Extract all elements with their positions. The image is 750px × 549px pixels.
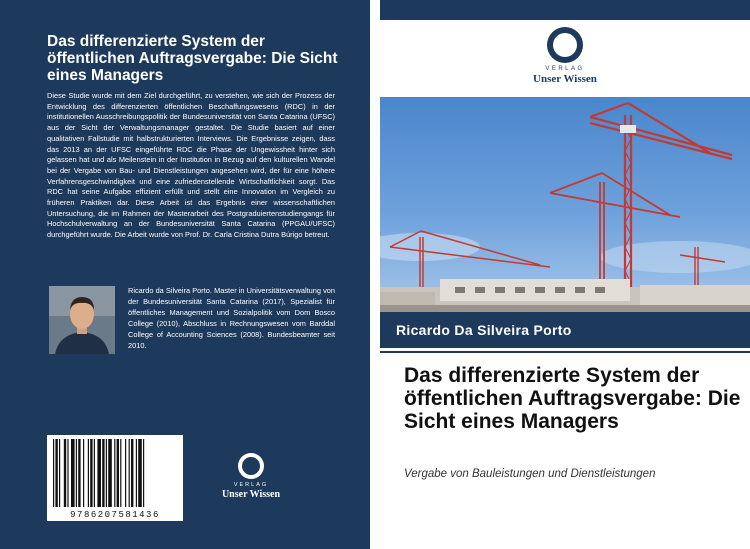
barcode-bar: [83, 439, 84, 507]
front-cover-subtitle: Vergabe von Bauleistungen und Dienstleistungen: [404, 468, 656, 480]
spine-gap: [370, 0, 380, 549]
back-cover-title: Das differenzierte System der öffentlichen Auftragsvergabe: Die Sicht eines Managers: [47, 33, 338, 84]
author-bio: Ricardo da Silveira Porto. Master in Universitätsverwaltung von der Bundesuniversität Santa Catarina (2017), Spezialist für öffentliches Management und Sozialpolitik vom Dom Bosco College (2010), Abschluss in Rechnungswesen vom Barddal College of Accounting Sciences (2008). Bundesbeamter seit 2010.: [128, 286, 335, 350]
publisher-emblem-icon: [238, 453, 264, 479]
title-divider: [380, 351, 750, 353]
publisher-logo-back: [215, 453, 287, 500]
barcode-bar: [129, 439, 130, 507]
publisher-verlag-label: VERLAG: [233, 482, 269, 488]
barcode-bar: [143, 439, 144, 507]
author-photo: [49, 286, 115, 354]
barcode-bar: [106, 439, 107, 507]
barcode-bar: [117, 439, 119, 507]
barcode-bar: [76, 439, 77, 507]
front-author-name: Ricardo Da Silveira Porto: [396, 322, 572, 338]
publisher-name: Unser Wissen: [221, 489, 281, 500]
publisher-verlag-label: VERLAG: [545, 66, 585, 72]
barcode-bar: [136, 439, 137, 507]
barcode-bar: [94, 439, 95, 507]
barcode-bar: [78, 439, 80, 507]
barcode-bar: [90, 439, 92, 507]
barcode-bar: [59, 439, 60, 507]
back-cover: [0, 0, 370, 549]
publisher-logo-front: [505, 27, 625, 85]
barcode-bar: [131, 439, 133, 507]
barcode-bar: [97, 439, 101, 507]
publisher-emblem-icon: [547, 27, 583, 63]
barcode-bar: [67, 439, 68, 507]
barcode-bars: [53, 439, 177, 507]
front-cover: [380, 0, 750, 549]
isbn-barcode: [47, 435, 183, 521]
author-band: [380, 312, 750, 348]
barcode-bar: [108, 439, 112, 507]
publisher-name: Unser Wissen: [533, 73, 597, 85]
back-cover-description: Diese Studie wurde mit dem Ziel durchgeführt, zu verstehen, wie sich der Prozess der Entwicklung des differenzierten öffentlichen Beschaffungswesens (RDC) in der institutionellen Ausschreibungspolitik der Bundesuniversität von Santa Catarina (UFSC) aus der Sicht der Verwaltungsmanager gestaltet. Die Studie basiert auf einer qualitativen Fallstudie mit halbstrukturierten Interviews. Die Ergebnisse zeigen, dass das 2013 an der UFSC eingeführte RDC die Phase der Ungewissheit hinter sich gelassen hat und als Meilenstein in der Institution in Bezug auf den kulturellen Wandel bei der Vergabe von Bau- und Dienstleistungen angesehen wird, der für eine höhere Verfahrensgeschwindigkeit und eine zufriedenstellende Wirtschaftlichkeit sorgt. Das RDC hat seine Aufgabe effizient erfüllt und stellt eine Innovation im Vergleich zu früheren Praktiken dar. Diese Arbeit ist das Ergebnis einer wissenschaftlichen Untersuchung, die im Rahmen der Masterarbeit des Postgraduiertenstudiengangs für Hochschulverwaltung an der Bundesuniversität Santa Catarina (PPGAU/UFSC) durchgeführt wurde. Die Arbeit wurde von Prof. Dr. Carla Cristina Dutra Búrigo betreut.: [47, 91, 335, 240]
barcode-bar: [125, 439, 126, 507]
barcode-bar: [71, 439, 75, 507]
barcode-bar: [88, 439, 89, 507]
barcode-bar: [64, 439, 66, 507]
barcode-bar: [53, 439, 54, 507]
barcode-bar: [114, 439, 115, 507]
barcode-bar: [138, 439, 142, 507]
isbn-number: 9786207581436: [70, 510, 160, 520]
cover-photo-cranes: [380, 97, 750, 312]
barcode-bar: [102, 439, 104, 507]
barcode-bar: [120, 439, 121, 507]
front-cover-title: Das differenzierte System der öffentlichen Auftragsvergabe: Die Sicht eines Managers: [404, 364, 741, 433]
barcode-bar: [55, 439, 57, 507]
front-top-bar: [380, 0, 750, 20]
